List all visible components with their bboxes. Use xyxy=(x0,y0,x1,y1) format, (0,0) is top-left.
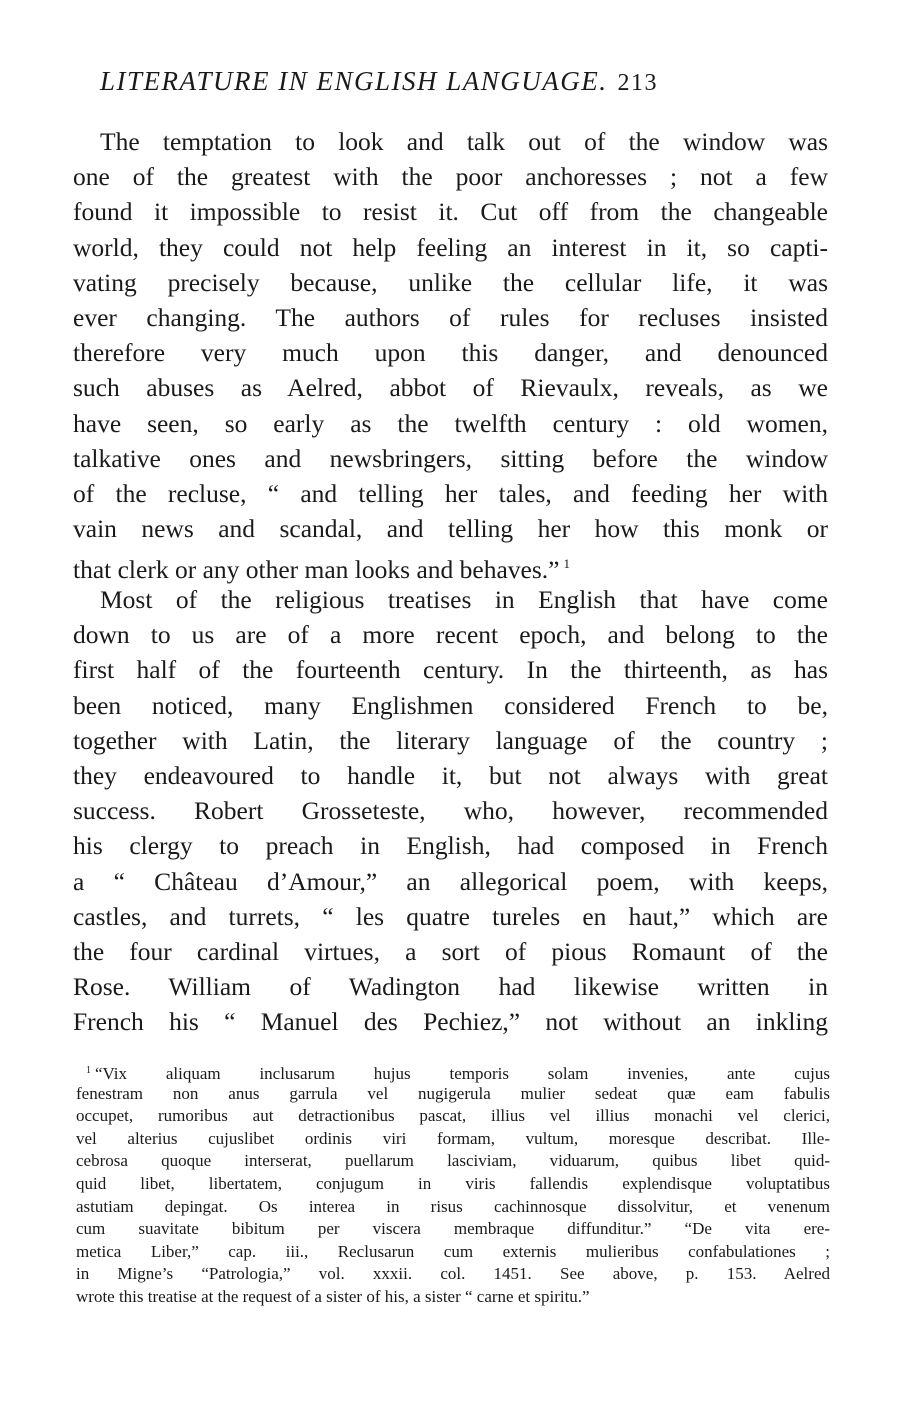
text-line: found it impossible to resist it. Cut off from the changeable xyxy=(73,197,828,227)
footnote-line: quid libet, libertatem, conjugum in viris fallendis explendisque voluptatibus xyxy=(76,1173,830,1193)
paragraph-2 xyxy=(73,582,828,1039)
text-line: they endeavoured to handle it, but not always with great xyxy=(73,760,828,790)
footnote-marker: 1 xyxy=(86,1065,91,1076)
text-line: a “ Château d’Amour,” an allegorical poem, with keeps, xyxy=(73,866,828,896)
footnote-line xyxy=(76,1060,830,1083)
footnote-line: cebrosa quoque interserat, puellarum lasciviam, viduarum, quibus libet quid- xyxy=(76,1151,830,1171)
text-line-last xyxy=(73,546,828,585)
text-line: talkative ones and newsbringers, sitting before the window xyxy=(73,443,828,473)
footnote-line: fenestram non anus garrula vel nugigerula mulier sedeat quæ eam fabulis xyxy=(76,1083,830,1103)
text-line: first half of the fourteenth century. In the thirteenth, as has xyxy=(73,655,828,685)
text-line: castles, and turrets, “ les quatre tureles en haut,” which are xyxy=(73,901,828,931)
footnote-line: cum suavitate bibitum per viscera membraque diffunditur.” “De vita ere- xyxy=(76,1219,830,1239)
footnote-text: “Vix aliquam inclusarum hujus temporis solam invenies, ante cujus xyxy=(95,1064,830,1083)
text-line: success. Robert Grosseteste, who, however, recommended xyxy=(73,796,828,826)
footnote-line: vel alterius cujuslibet ordinis viri formam, vultum, moresque describat. Ille- xyxy=(76,1128,830,1148)
text-line: one of the greatest with the poor anchoresses ; not a few xyxy=(73,162,828,192)
text-line: world, they could not help feeling an interest in it, so capti- xyxy=(73,232,828,262)
text-line: French his “ Manuel des Pechiez,” not without an inkling xyxy=(73,1007,828,1037)
text-line: therefore very much upon this danger, and denounced xyxy=(73,338,828,368)
text-line: Rose. William of Wadington had likewise written in xyxy=(73,972,828,1002)
footnote-line: astutiam depingat. Os interea in risus cachinnosque dissolvitur, et venenum xyxy=(76,1196,830,1216)
page-number: 213 xyxy=(617,70,659,96)
paragraph-1 xyxy=(73,124,828,585)
text-line: the four cardinal virtues, a sort of pious Romaunt of the xyxy=(73,936,828,966)
text-line: Most of the religious treatises in English that have come xyxy=(100,585,828,614)
text-line: have seen, so early as the twelfth century : old women, xyxy=(73,408,828,438)
text-line: that clerk or any other man looks and behaves.” xyxy=(73,555,560,585)
chapter-title: LITERATURE IN ENGLISH LANGUAGE. xyxy=(100,66,608,96)
text-line: together with Latin, the literary language of the country ; xyxy=(73,725,828,755)
text-line: The temptation to look and talk out of the window was xyxy=(100,127,828,156)
text-line: such abuses as Aelred, abbot of Rievaulx, reveals, as we xyxy=(73,373,828,403)
text-line: his clergy to preach in English, had composed in French xyxy=(73,831,828,861)
text-line: vating precisely because, unlike the cellular life, it was xyxy=(73,267,828,297)
footnote-line: occupet, rumoribus aut detractionibus pascat, illius vel illius monachi vel clerici, xyxy=(76,1106,830,1126)
footnote-1 xyxy=(76,1060,830,1309)
running-head xyxy=(100,66,860,97)
text-line: vain news and scandal, and telling her how this monk or xyxy=(73,514,828,544)
footnote-line: metica Liber,” cap. iii., Reclusarun cum externis mulieribus confabulationes ; xyxy=(76,1241,830,1261)
text-line: down to us are of a more recent epoch, and belong to the xyxy=(73,620,828,650)
text-line: ever changing. The authors of rules for recluses insisted xyxy=(73,302,828,332)
text-line: of the recluse, “ and telling her tales, and feeding her with xyxy=(73,478,828,508)
footnote-line: in Migne’s “Patrologia,” vol. xxxii. col. 1451. See above, p. 153. Aelred xyxy=(76,1264,830,1284)
text-line: been noticed, many Englishmen considered French to be, xyxy=(73,690,828,720)
footnote-reference[interactable]: 1 xyxy=(563,556,570,572)
footnote-line: wrote this treatise at the request of a sister of his, a sister “ carne et spiritu.” xyxy=(76,1286,590,1306)
